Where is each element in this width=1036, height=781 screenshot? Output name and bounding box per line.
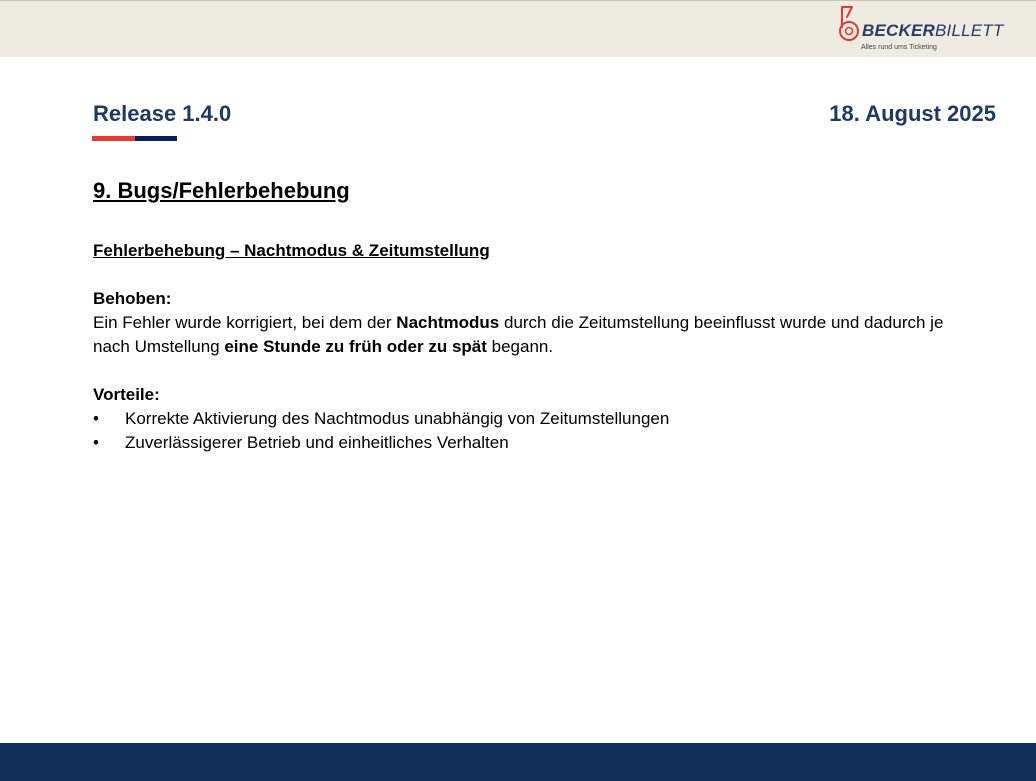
release-date: 18. August 2025 xyxy=(829,101,996,126)
becker-billett-logo xyxy=(838,5,1004,55)
bullet-icon: • xyxy=(93,433,99,452)
slide-content xyxy=(93,177,983,455)
logo-tagline: Alles rund ums Ticketing xyxy=(861,44,937,51)
logo-brand-bold: BECKER xyxy=(862,21,935,40)
list-item xyxy=(93,407,983,431)
fixed-description xyxy=(93,311,983,359)
logo-wordmark xyxy=(862,21,1003,41)
fixed-label: Behoben: xyxy=(93,289,172,308)
fixed-text-part1: Ein Fehler wurde korrigiert, bei dem der xyxy=(93,313,397,332)
fixed-text-bold1: Nachtmodus xyxy=(396,313,500,332)
benefit-text: Zuverlässigerer Betrieb und einheitliches Verhalten xyxy=(125,433,509,452)
subtitle: Fehlerbehebung – Nachtmodus & Zeitumstellung xyxy=(93,241,490,260)
header-band xyxy=(0,0,1036,57)
benefits-label: Vorteile: xyxy=(93,385,160,404)
benefit-text: Korrekte Aktivierung des Nachtmodus unabhängig von Zeitumstellungen xyxy=(125,409,670,428)
accent-bar-navy xyxy=(135,136,177,141)
section-title: 9. Bugs/Fehlerbehebung xyxy=(93,178,350,203)
list-item xyxy=(93,431,983,455)
accent-bar-red xyxy=(92,136,135,141)
bullet-icon: • xyxy=(93,409,99,428)
logo-mark-icon xyxy=(838,5,864,45)
logo-brand-regular: BILLETT xyxy=(935,21,1004,40)
release-title: Release 1.4.0 xyxy=(93,101,232,126)
fixed-text-part3: begann. xyxy=(486,337,554,356)
footer-band xyxy=(0,743,1036,781)
fixed-text-bold2: eine Stunde zu früh oder zu spät xyxy=(224,337,487,356)
fixed-text-part2: durch die Zeitumstellung beeinflusst wurde und dadurch je nach Umstellung xyxy=(93,313,944,356)
benefits-list xyxy=(93,407,983,455)
